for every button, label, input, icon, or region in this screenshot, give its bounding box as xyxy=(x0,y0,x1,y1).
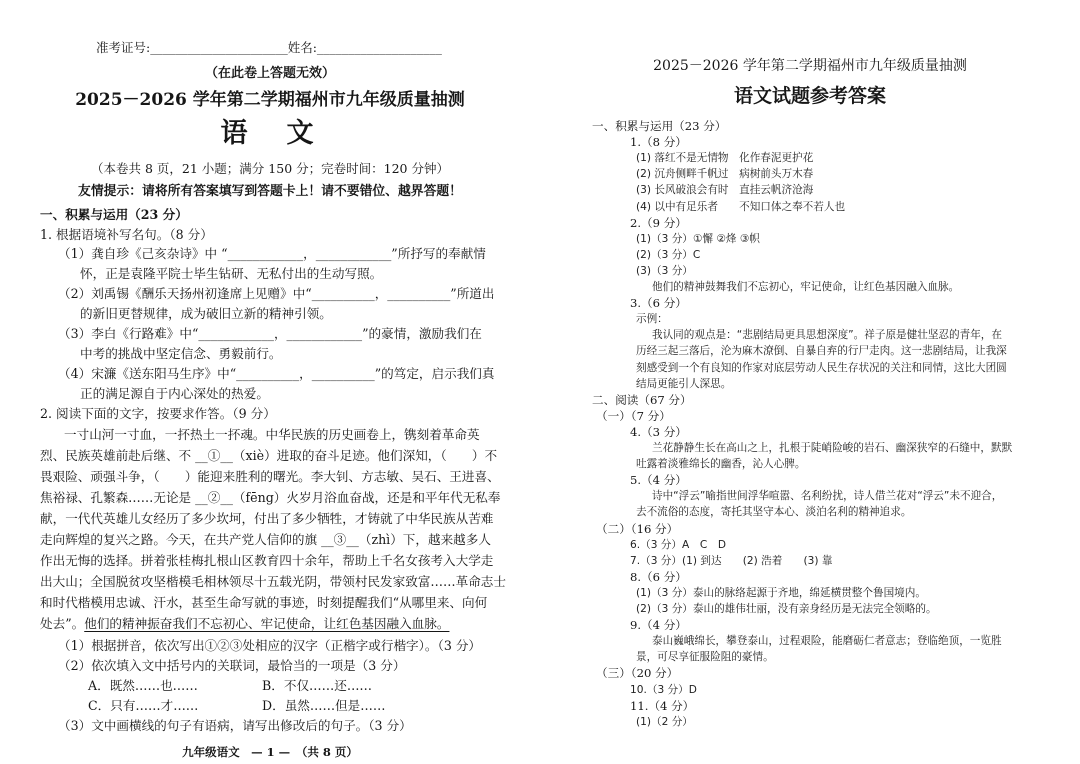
answer-line: 诗中“浮云”喻指世间浮华喧嚣、名利纷扰，诗人借兰花对“浮云”未不迎合， xyxy=(652,490,1003,503)
passage-line: 和时代楷模用忠诚、汗水，甚至生命写就的事迹，时刻提醒我们“从哪里来、向何 xyxy=(40,595,488,610)
passage-line: 作出无悔的选择。拼着张桂梅扎根山区教育四十余年，帮助上千名女孩考入大学走 xyxy=(40,553,494,568)
answer-line: 6.（3 分）A C D xyxy=(630,538,726,551)
question-1-1: （1）龚自珍《己亥杂诗》中 “____________，____________”所抒写的奉献情 xyxy=(58,246,486,261)
answer-line: (1) 落红不是无情物 化作春泥更护花 xyxy=(636,152,814,165)
question-1-3-cont: 中考的挑战中坚定信念、勇毅前行。 xyxy=(80,346,282,361)
question-1-2-cont: 的新旧更替规律，成为破旧立新的精神引领。 xyxy=(80,306,332,321)
answer-line: (3)（3 分） xyxy=(636,264,693,277)
answer-line: 7.（3 分）(1) 到达 (2) 浩着 (3) 靠 xyxy=(630,554,833,567)
candidate-info-line: 准考证号:______________________姓名:____________________ xyxy=(96,40,442,55)
answer-heading: （三）（20 分） xyxy=(596,666,679,681)
answer-line: 我认同的观点是：“悲剧结局更具思想深度”。祥子原是健壮坚忍的青年，在 xyxy=(652,329,1002,342)
option-c: C．只有……才…… xyxy=(88,698,199,713)
answer-heading: 二、阅读（67 分） xyxy=(592,392,692,407)
answer-heading: （二）（16 分） xyxy=(596,521,679,536)
answer-line: (2)（3 分）C xyxy=(636,248,701,261)
option-d: D．虽然……但是…… xyxy=(262,698,386,713)
passage-line: 献，一代代英雄儿女经历了多少坎坷，付出了多少牺牲，才铸就了中华民族从苦难 xyxy=(40,511,494,526)
answer-heading: 2.（9 分） xyxy=(630,215,687,230)
answer-line: 示例： xyxy=(636,313,668,326)
answer-heading: 9.（4 分） xyxy=(630,618,687,633)
question-1-2: （2）刘禹锡《酬乐天扬州初逢席上见赠》中“__________，__________”所道出 xyxy=(58,286,495,301)
option-a: A．既然……也…… xyxy=(88,678,198,693)
answer-line: (1)（3 分）①懈 ②烽 ③帜 xyxy=(636,232,760,245)
answer-heading: 5.（4 分） xyxy=(630,473,687,488)
question-1: 1. 根据语境补写名句。（8 分） xyxy=(40,227,213,242)
passage-line: 出大山；全国脱贫攻坚楷模毛相林领尽十五载光阴，带领村民发家致富……革命志士 xyxy=(40,574,506,589)
answer-line: (1)（2 分） xyxy=(636,715,693,728)
answer-heading: 4.（3 分） xyxy=(630,424,687,439)
passage-line: 一寸山河一寸血，一抔热土一抔魂。中华民族的历史画卷上，镌刻着革命英 xyxy=(64,427,480,442)
question-1-4-cont: 正的满足源自于内心深处的热爱。 xyxy=(80,386,269,401)
answer-header: 2025－2026 学年第二学期福州市九年级质量抽测 xyxy=(653,58,967,74)
question-1-3: （3）李白《行路难》中“____________，____________”的豪情，激励我们在 xyxy=(58,326,482,341)
subject-title: 语 文 xyxy=(220,118,320,149)
passage-line: 走向辉煌的复兴之路。今天，在共产党人信仰的旗 __③__（zhì）下，越来越多人 xyxy=(40,532,491,547)
answer-heading: 一、积累与运用（23 分） xyxy=(592,119,727,133)
invalid-note: （在此卷上答题无效） xyxy=(204,66,335,81)
answer-heading: 8.（6 分） xyxy=(630,569,687,584)
question-2-2: （2）依次填入文中括号内的关联词，最恰当的一项是（3 分） xyxy=(58,658,406,673)
question-2-3: （3）文中画横线的句子有语病，请写出修改后的句子。（3 分） xyxy=(58,718,412,733)
question-1-1-cont: 怀，正是袁隆平院士毕生钻研、无私付出的生动写照。 xyxy=(80,266,383,281)
answer-line: (2) 沉舟侧畔千帆过 病树前头万木春 xyxy=(636,168,814,181)
exam-info: （本卷共 8 页，21 小题；满分 150 分；完卷时间：120 分钟） xyxy=(91,161,449,176)
answer-line: (2)（3 分）泰山的雄伟壮丽，没有亲身经历是无法完全领略的。 xyxy=(636,603,937,615)
answer-line: 泰山巍峨绵长，攀登泰山，过程艰险，能磨砺仁者意志；登临绝顶，一览胜 xyxy=(652,635,1002,648)
passage-text: 处去”。 xyxy=(40,616,85,631)
answer-key-page xyxy=(540,0,1080,764)
passage-last-line xyxy=(40,616,449,632)
passage-line: 烈、民族英雄前赴后继、不 __①__（xiè）进取的奋斗足迹。他们深知，（ ）不 xyxy=(40,448,498,463)
answer-line: (3) 长风破浪会有时 直挂云帆济沧海 xyxy=(636,184,814,197)
answer-line: 去不流俗的态度，寄托其坚守本心、淡泊名利的精神追求。 xyxy=(636,506,912,519)
section-heading: 一、积累与运用（23 分） xyxy=(40,207,188,222)
reminder: 友情提示：请将所有答案填写到答题卡上！请不要错位、越界答题！ xyxy=(78,184,462,199)
question-1-4: （4）宋濂《送东阳马生序》中“__________，__________”的笃定，启示我们真 xyxy=(58,366,495,381)
passage-line: 焦裕禄、孔繁森……无论是 __②__（fēng）火岁月浴血奋战，还是和平年代无私奉 xyxy=(40,490,501,505)
answer-title: 语文试题参考答案 xyxy=(733,85,886,107)
question-2-1: （1）根据拼音，依次写出①②③处相应的汉字（正楷字或行楷字）。（3 分） xyxy=(58,638,482,653)
passage-line: 畏艰险、顽强斗争，（ ）能迎来胜利的曙光。李大钊、方志敏、吴石、王进喜、 xyxy=(40,469,500,484)
answer-heading: 3.（6 分） xyxy=(630,296,687,311)
question-2: 2. 阅读下面的文字，按要求作答。（9 分） xyxy=(40,406,276,421)
answer-line: (1)（3 分）泰山的脉络起源于齐地，绵延横贯整个鲁国境内。 xyxy=(636,586,926,599)
exam-title: 2025－2026 学年第二学期福州市九年级质量抽测 xyxy=(75,90,465,110)
answer-heading: （一）（7 分） xyxy=(596,408,671,423)
answer-line: 刻感受到一个有良知的作家对底层劳动人民生存状况的关注和同情，这比大团圆 xyxy=(636,361,1007,374)
answer-line: 吐露着淡雅绵长的幽香，沁人心脾。 xyxy=(636,458,806,471)
option-b: B．不仅……还…… xyxy=(262,678,373,693)
answer-line: 兰花静静生长在高山之上，扎根于陡峭险峻的岩石、幽深狭窄的石缝中，默默 xyxy=(652,442,1013,454)
answer-heading: 1.（8 分） xyxy=(630,135,687,150)
underlined-sentence: 他们的精神振奋我们不忘初心、牢记使命，让红色基因融入血脉。 xyxy=(84,616,450,631)
answer-line: 他们的精神鼓舞我们不忘初心，牢记使命，让红色基因融入血脉。 xyxy=(652,281,960,293)
answer-line: 10.（3 分）D xyxy=(630,683,697,696)
answer-heading: 11.（4 分） xyxy=(630,698,695,713)
answer-line: (4) 以中有足乐者 不知口体之奉不若人也 xyxy=(636,200,846,213)
answer-line: 历经三起三落后，沦为麻木潦倒、自暴自弃的行尸走肉。这一悲剧结局，让我深 xyxy=(636,345,1007,358)
answer-line: 结局更能引人深思。 xyxy=(636,377,732,390)
page-footer: 九年级语文 — 1 — （共 8 页） xyxy=(182,745,358,759)
answer-line: 景，可尽享征服险阻的豪情。 xyxy=(636,651,774,664)
